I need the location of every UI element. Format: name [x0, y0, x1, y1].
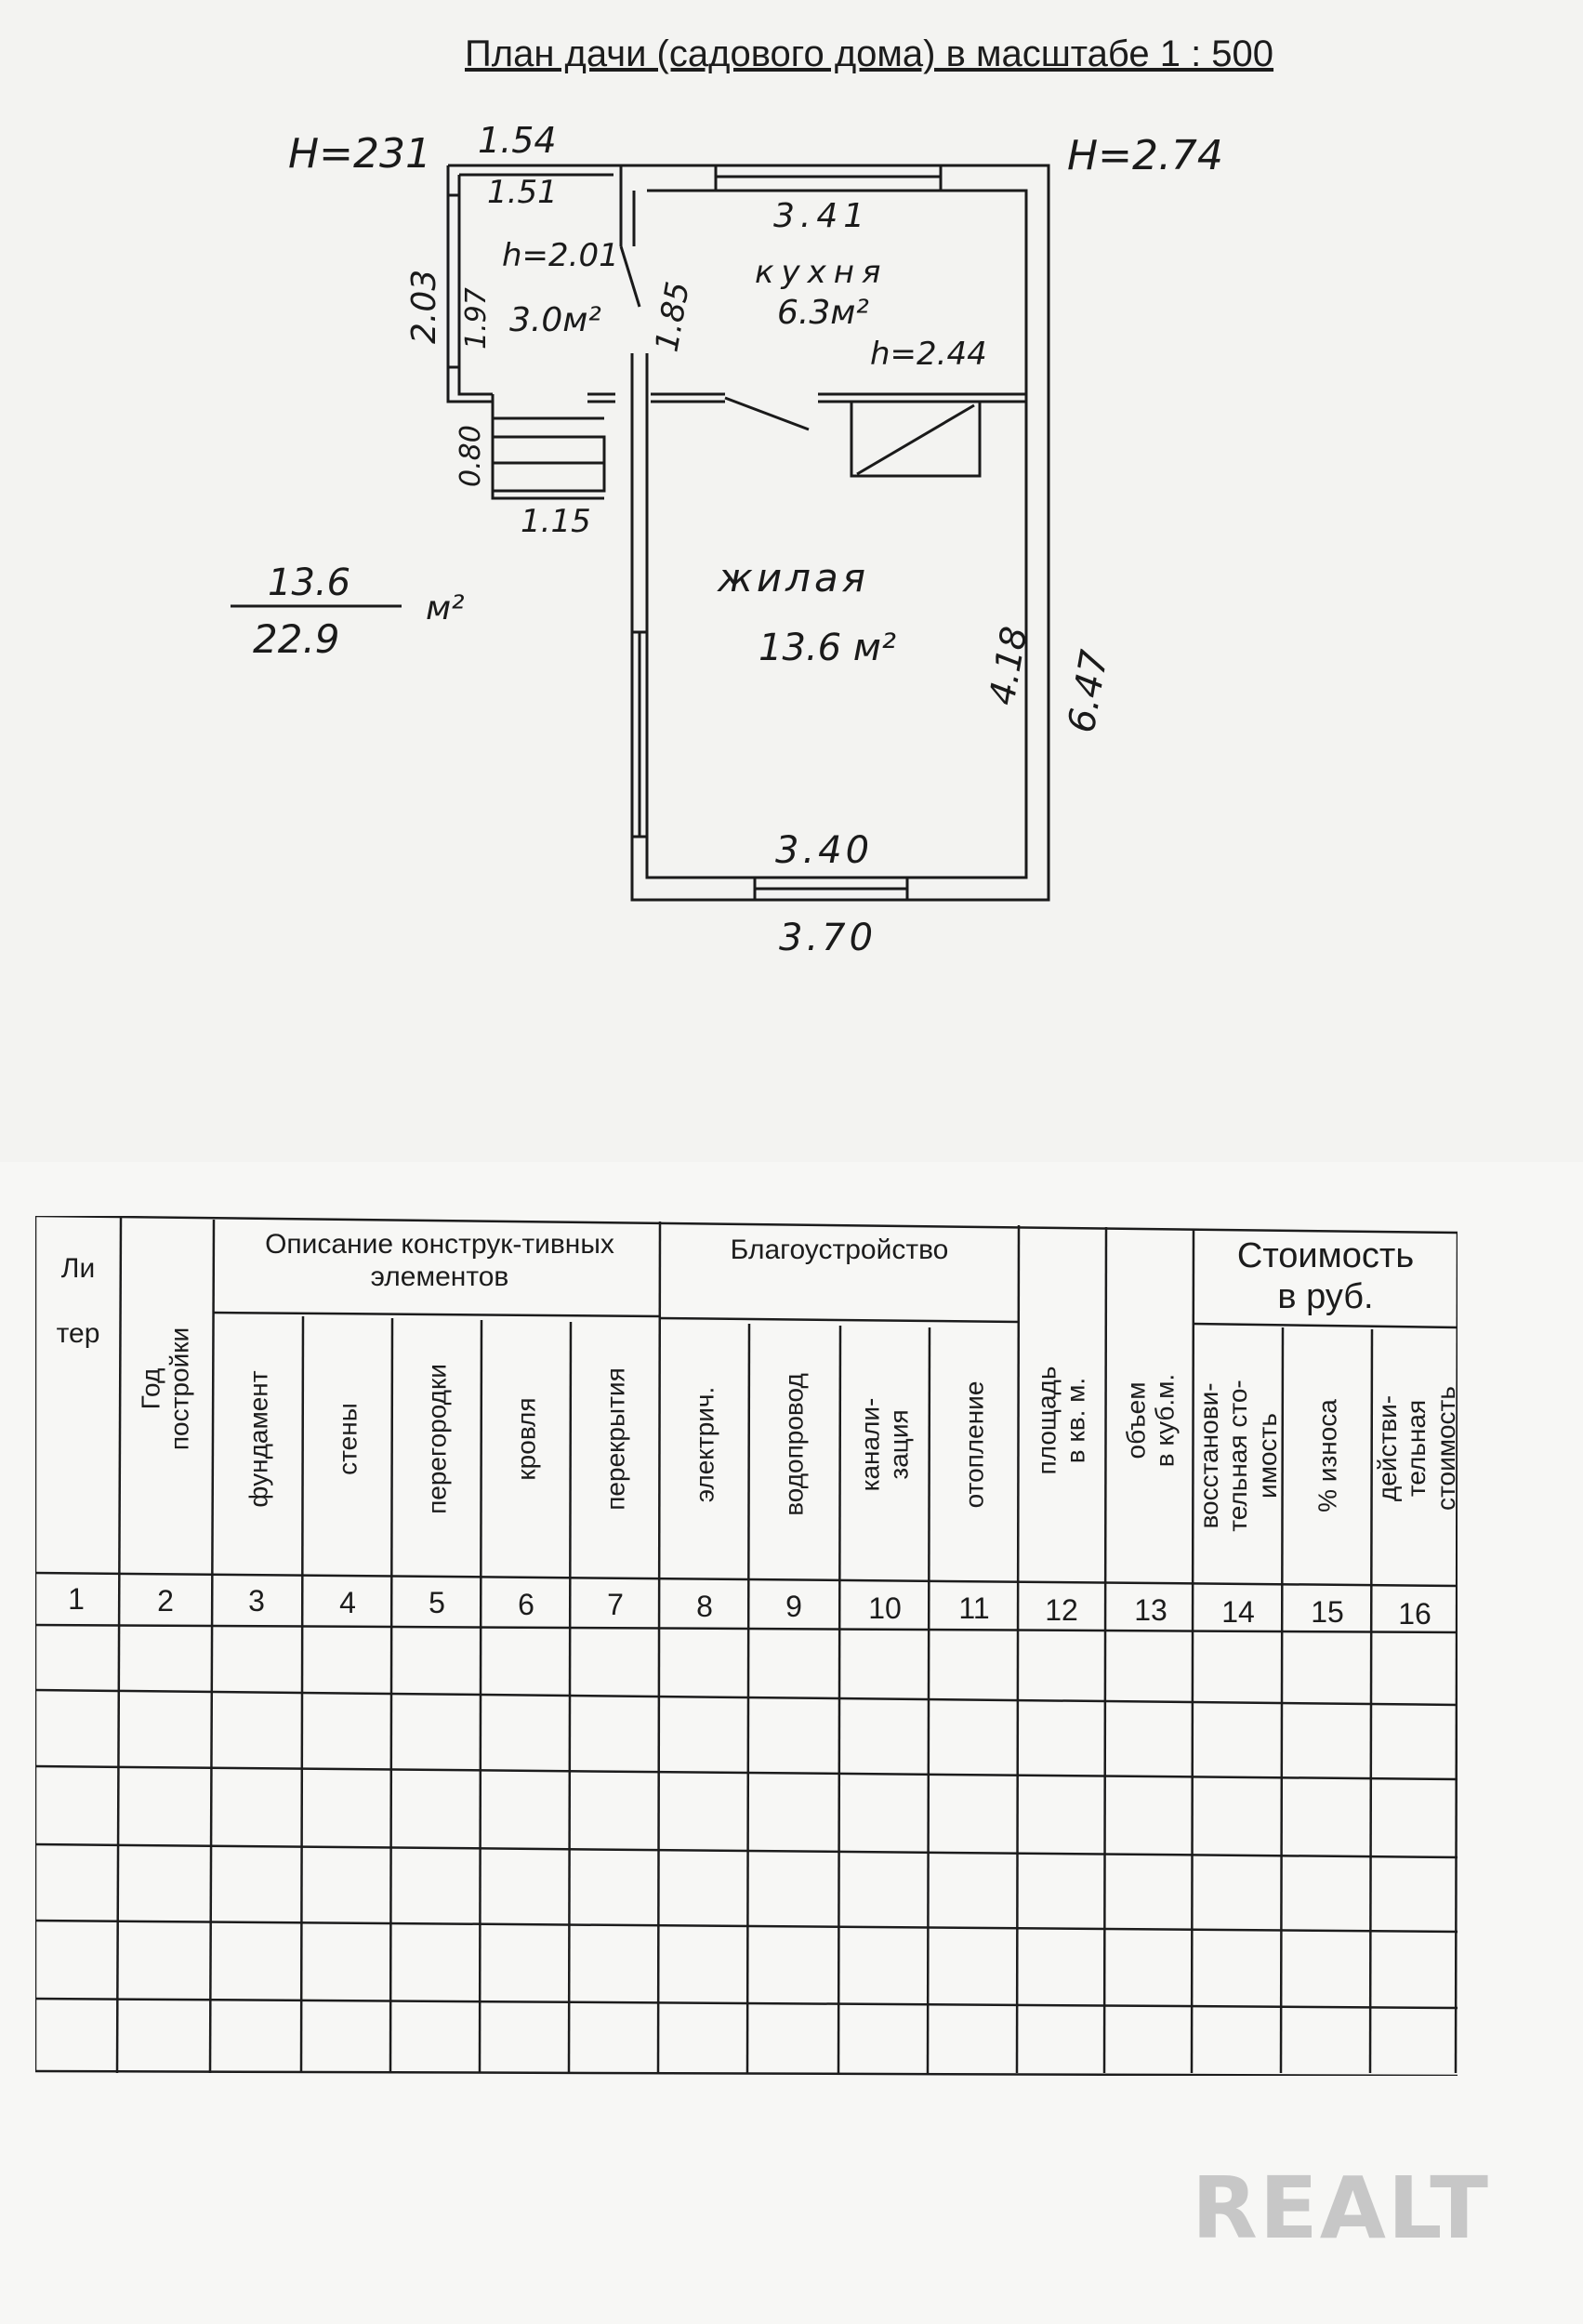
dim-1-54: 1.54 [478, 120, 557, 161]
area-living: 13.6 м² [759, 627, 896, 669]
col-number: 11 [958, 1591, 990, 1625]
dim-1-97: 1.97 [460, 287, 493, 350]
header-partitions: перегородки [422, 1364, 452, 1514]
header-water: водопровод [779, 1373, 809, 1516]
header-heating: отопление [959, 1380, 989, 1509]
header-liter-bottom: тер [56, 1318, 100, 1349]
area-fraction-top: 13.6 [268, 561, 351, 604]
col-number: 6 [518, 1588, 534, 1621]
area-kitchen: 6.3м² [777, 294, 869, 332]
header-year-built: Год постройки [136, 1327, 194, 1451]
room-kitchen-label: кухня [755, 254, 889, 291]
window-living-bottom [755, 878, 907, 900]
height-right-label: H=2.74 [1067, 132, 1223, 179]
dim-4-18: 4.18 [981, 623, 1036, 708]
porch-steps [493, 394, 604, 498]
door-swing-small-room [621, 246, 640, 307]
realt-watermark: REALT [1192, 2159, 1491, 2258]
dim-1-15: 1.15 [521, 503, 591, 540]
window-kitchen-top [716, 165, 941, 191]
col-number: 16 [1398, 1597, 1431, 1631]
header-actual-cost: действи- тельная стоимость [1372, 1386, 1460, 1511]
characteristics-table [35, 1216, 1458, 2076]
height-left-label: H=231 [288, 130, 431, 178]
dim-2-03: 2.03 [405, 269, 443, 344]
page-title: План дачи (садового дома) в масштабе 1 : 500 [465, 33, 1274, 74]
header-wear: % износа [1313, 1399, 1342, 1512]
partition-kitchen-living-right [818, 394, 1026, 402]
room-living-label: жилая [718, 555, 869, 601]
col-number: 5 [429, 1586, 445, 1619]
col-number: 14 [1221, 1595, 1255, 1629]
col-number: 8 [696, 1590, 713, 1623]
header-walls: стены [333, 1403, 363, 1475]
header-volume: объем в куб.м. [1121, 1373, 1180, 1468]
col-number: 1 [68, 1582, 85, 1616]
dim-3-70: 3.70 [779, 917, 877, 959]
header-foundation: фундамент [244, 1370, 273, 1508]
col-number: 2 [157, 1584, 174, 1618]
col-number: 4 [339, 1586, 356, 1619]
dim-0-80: 0.80 [455, 425, 487, 487]
dim-3-40: 3.40 [775, 829, 874, 872]
area-small-room: 3.0м² [509, 301, 601, 339]
header-roof: кровля [511, 1397, 541, 1481]
col-number: 10 [868, 1591, 902, 1625]
area-fraction-bottom: 22.9 [253, 616, 340, 662]
header-area: площадь в кв. м. [1032, 1366, 1090, 1475]
entry-door-jamb [587, 394, 615, 402]
height-small-room: h=2.01 [502, 237, 619, 274]
col-number: 9 [785, 1590, 802, 1623]
col-number: 3 [248, 1584, 265, 1618]
col-number: 7 [607, 1588, 624, 1621]
partition-door-upper [621, 165, 634, 246]
header-liter-top: Ли [60, 1253, 96, 1284]
partition-kitchen-living-left [651, 394, 725, 402]
window-living-left [632, 632, 647, 837]
dim-3-41: 3.41 [773, 197, 871, 235]
header-group-cost: Стоимость в руб. [1236, 1236, 1415, 1316]
header-sewage: канали- зация [855, 1397, 914, 1492]
table-grid [35, 1216, 1458, 2076]
door-swing-living [725, 398, 809, 429]
header-floors: перекрытия [600, 1367, 630, 1511]
dim-1-51: 1.51 [487, 174, 558, 211]
dim-1-85: 1.85 [648, 279, 698, 355]
header-replacement-cost: восстанови- тельная сто- имость [1194, 1380, 1282, 1532]
col-number: 15 [1311, 1595, 1344, 1629]
dim-6-47: 6.47 [1060, 647, 1117, 736]
window-small-room [448, 195, 459, 367]
height-kitchen: h=2.44 [870, 336, 987, 373]
header-group-improvement: Благоустройство [730, 1235, 949, 1265]
header-group-construct: Описание конструк-тивных элементов [265, 1229, 614, 1292]
col-number: 13 [1134, 1593, 1167, 1627]
header-electric: электрич. [690, 1386, 719, 1503]
col-number: 12 [1045, 1593, 1078, 1627]
stove-diagonal [857, 405, 974, 474]
area-fraction-unit: м² [426, 589, 465, 627]
